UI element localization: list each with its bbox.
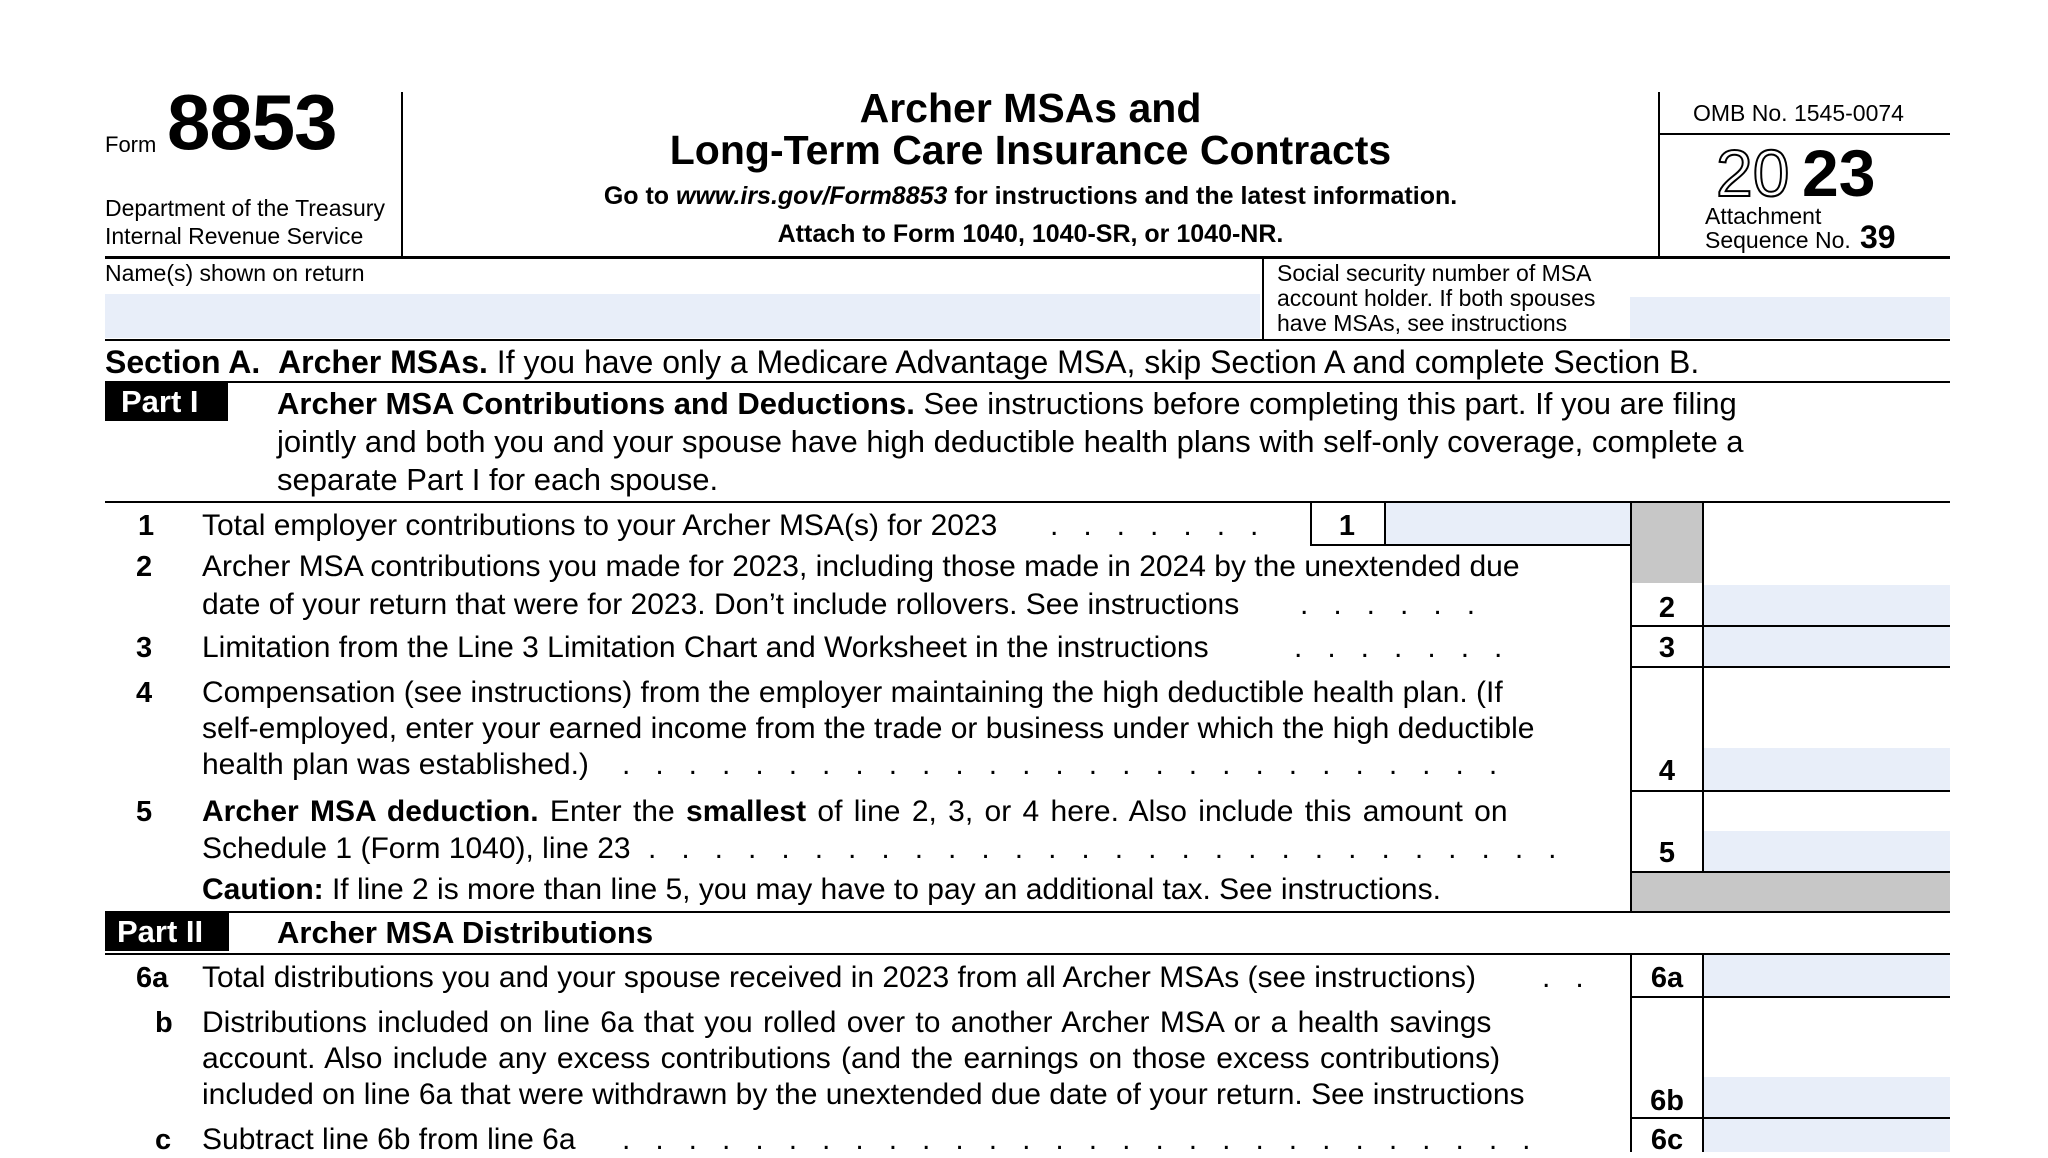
line-5-box-label: 5 (1658, 837, 1676, 869)
dept-treasury: Department of the Treasury (105, 195, 385, 221)
line-6b-text-2: account. Also include any excess contributions (and the earnings on those excess contributions) (202, 1042, 1501, 1075)
identity-divider (1262, 259, 1264, 339)
line-3-number: 3 (136, 632, 153, 664)
line-5-amount-field[interactable] (1704, 831, 1950, 871)
line-1-dots: . . . . . . . (1050, 509, 1259, 542)
form-title-line2: Long-Term Care Insurance Contracts (669, 127, 1392, 173)
part2-tag: Part II (105, 913, 229, 951)
line-5-number: 5 (136, 796, 153, 828)
line-6c-amount-field[interactable] (1704, 1119, 1950, 1152)
line-6b-number: b (155, 1007, 173, 1039)
caution-text: Caution: If line 2 is more than line 5, you may have to pay an additional tax. See instructions. (202, 873, 1441, 906)
section-a-rule (105, 381, 1950, 383)
irs-label: Internal Revenue Service (105, 223, 364, 249)
irs-url[interactable]: www.irs.gov/Form8853 (676, 182, 948, 210)
line-3-box-label: 3 (1658, 632, 1676, 664)
line-4-box-label: 4 (1658, 755, 1676, 787)
line-6c-dots: . . . . . . . . . . . . . . . . . . . . . . . . . . . . (622, 1123, 1531, 1156)
line-4-text-1: Compensation (see instructions) from the employer maintaining the high deductible health plan. (If (202, 676, 1503, 709)
line-2-box-label: 2 (1658, 592, 1676, 624)
line-3-amount-field[interactable] (1704, 627, 1950, 666)
header-divider-right (1658, 92, 1660, 257)
form-label: Form (105, 132, 157, 157)
line-1-box-label: 1 (1338, 510, 1356, 542)
header-bottom-rule (105, 256, 1950, 259)
line-3-text: Limitation from the Line 3 Limitation Chart and Worksheet in the instructions (202, 631, 1209, 664)
goto-instructions: Go to www.irs.gov/Form8853 for instructions and the latest information. (603, 182, 1458, 210)
line-4-text-3: health plan was established.) (202, 748, 589, 781)
sequence-label: Sequence No. (1705, 227, 1851, 253)
part2-heading-rule (105, 953, 1950, 955)
line-1-text: Total employer contributions to your Archer MSA(s) for 2023 (202, 509, 998, 542)
part1-bottom-rule (105, 911, 1950, 913)
line-6b-box-label: 6b (1650, 1085, 1684, 1117)
line-2-number: 2 (136, 551, 153, 583)
ssn-label-2: account holder. If both spouses (1277, 285, 1596, 311)
line-3-dots: . . . . . . . (1294, 631, 1503, 664)
line-6b-text-3: included on line 6a that were withdrawn by the unextended due date of your return. See instructions (202, 1078, 1525, 1111)
form-title-line1: Archer MSAs and (859, 85, 1202, 131)
line-4-amount-field[interactable] (1704, 748, 1950, 790)
line-6c-box-label: 6c (1650, 1124, 1684, 1156)
shaded-cell-bottom (1632, 873, 1950, 911)
attachment-label: Attachment (1705, 203, 1822, 229)
omb-divider (1660, 133, 1950, 135)
line-3-rule (1630, 666, 1950, 668)
line-5-text-1: Archer MSA deduction. Enter the smallest of line 2, 3, or 4 here. Also include this amount on (202, 795, 1508, 828)
line-2-text-2: date of your return that were for 2023. Don’t include rollovers. See instructions (202, 588, 1240, 621)
line-1-amount-field[interactable] (1386, 503, 1630, 544)
line-6b-text-1: Distributions included on line 6a that you rolled over to another Archer MSA or a health savings (202, 1006, 1492, 1039)
shaded-cell-top (1632, 503, 1702, 583)
line-4-number: 4 (136, 677, 153, 709)
attach-instruction: Attach to Form 1040, 1040-SR, or 1040-NR. (777, 220, 1284, 248)
sequence-number: 39 (1860, 219, 1896, 255)
ssn-label-1: Social security number of MSA (1277, 260, 1592, 286)
line-4-rule (1630, 790, 1950, 792)
section-a-heading: Section A. Archer MSAs. If you have only a Medicare Advantage MSA, skip Section A and complete Section B. (105, 344, 1700, 380)
line-5-text-2: Schedule 1 (Form 1040), line 23 (202, 832, 631, 865)
line-6a-dots: . . (1542, 961, 1584, 994)
identity-bottom-rule (105, 339, 1950, 341)
line-6b-amount-field[interactable] (1704, 1077, 1950, 1117)
line-6a-text: Total distributions you and your spouse received in 2023 from all Archer MSAs (see instructions) (202, 961, 1476, 994)
ssn-field[interactable] (1630, 297, 1950, 338)
form-number: 8853 (167, 78, 337, 166)
part1-heading-line2: jointly and both you and your spouse have high deductible health plans with self-only coverage, complete a (277, 424, 1744, 459)
name-field[interactable] (105, 294, 1260, 338)
line-6a-amount-field[interactable] (1704, 955, 1950, 996)
line-2-dots: . . . . . . (1300, 588, 1476, 621)
line-1-number: 1 (138, 510, 155, 542)
part1-heading-line1: Archer MSA Contributions and Deductions. See instructions before completing this part. If you are filing (277, 386, 1737, 421)
line-6c-number: c (155, 1124, 172, 1156)
line-4-dots: . . . . . . . . . . . . . . . . . . . . . . . . . . . (622, 748, 1498, 781)
line-2-amount-field[interactable] (1704, 585, 1950, 625)
tax-year-bold: 23 (1802, 136, 1876, 210)
ssn-label-3: have MSAs, see instructions (1277, 310, 1568, 336)
tax-year-outline: 20 (1716, 136, 1790, 210)
line-2-text-1: Archer MSA contributions you made for 2023, including those made in 2024 by the unextended due (202, 550, 1520, 583)
line-6c-text: Subtract line 6b from line 6a (202, 1123, 576, 1156)
part1-heading-line3: separate Part I for each spouse. (277, 462, 719, 497)
part2-title: Archer MSA Distributions (277, 915, 654, 950)
part1-tag: Part I (105, 383, 228, 421)
line-6a-box-label: 6a (1650, 962, 1684, 994)
omb-number: OMB No. 1545-0074 (1693, 100, 1904, 126)
line-5-dots: . . . . . . . . . . . . . . . . . . . . . . . . . . . . (648, 832, 1557, 865)
line-6a-number: 6a (136, 962, 169, 994)
line-1-box-rule (1384, 544, 1632, 546)
line-4-text-2: self-employed, enter your earned income from the trade or business under which the high deductible (202, 712, 1535, 745)
line-6a-rule (1630, 996, 1950, 998)
name-label: Name(s) shown on return (105, 260, 365, 286)
